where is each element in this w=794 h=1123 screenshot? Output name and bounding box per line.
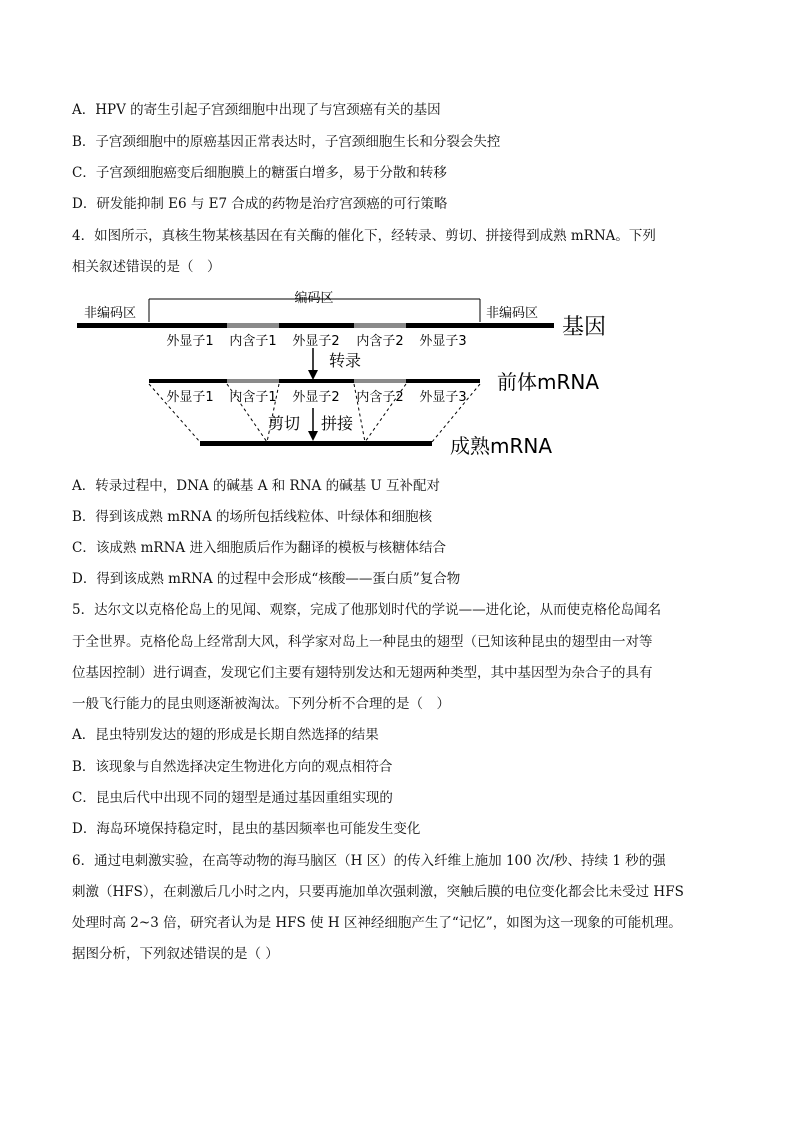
q5-stem-line2: 于全世界。克格伦岛上经常刮大风，科学家对岛上一种昆虫的翅型（已知该种昆虫的翅型由一对等	[72, 634, 653, 650]
q3-option-b: B．子宫颈细胞中的原癌基因正常表达时，子宫颈细胞生长和分裂会失控	[72, 134, 501, 150]
mature-mrna-line	[200, 441, 432, 446]
noncoding-right-label: 非编码区	[486, 306, 539, 321]
splice-cut-label: 剪切	[268, 414, 301, 433]
q5-option-d: D．海岛环境保持稳定时，昆虫的基因频率也可能发生变化	[72, 821, 421, 837]
gene-intron2-shade	[354, 323, 406, 328]
gene-intron2-label: 内含子2	[356, 334, 404, 349]
pre-exon1-label: 外显子1	[166, 390, 214, 405]
gene-line	[77, 323, 554, 328]
q6-stem-line2: 刺激（HFS），在刺激后几小时之内，只要再施加单次强刺激，突触后膜的电位变化都会比未受过 HFS	[72, 884, 684, 900]
q3-option-a: A．HPV 的寄生引起子宫颈细胞中出现了与宫颈癌有关的基因	[72, 102, 441, 118]
coding-label: 编码区	[294, 291, 334, 306]
pre-intron2-label: 内含子2	[356, 390, 404, 405]
gene-intron1-shade	[227, 323, 279, 328]
q4-option-a: A．转录过程中，DNA 的碱基 A 和 RNA 的碱基 U 互补配对	[72, 478, 441, 494]
gene-intron1-label: 内含子1	[229, 334, 277, 349]
pre-mrna-label: 前体mRNA	[497, 370, 600, 394]
transcription-label: 转录	[329, 351, 362, 370]
pre-exon2-label: 外显子2	[292, 390, 340, 405]
pre-mrna-intron1-shade	[227, 379, 279, 383]
noncoding-left-label: 非编码区	[84, 306, 137, 321]
q4-option-c: C．该成熟 mRNA 进入细胞质后作为翻译的模板与核糖体结合	[72, 540, 446, 556]
q4-option-d: D．得到该成熟 mRNA 的过程中会形成“核酸——蛋白质”复合物	[72, 571, 461, 587]
q5-stem-line3: 位基因控制）进行调查，发现它们主要有翅特别发达和无翅两种类型，其中基因型为杂合子的具有	[72, 665, 653, 681]
q4-option-b: B．得到该成熟 mRNA 的场所包括线粒体、叶绿体和细胞核	[72, 509, 433, 525]
q6-stem-line1: 6．通过电刺激实验，在高等动物的海马脑区（H 区）的传入纤维上施加 100 次/秒、持续 1 秒的强	[72, 853, 666, 869]
splicing-arrowhead	[308, 431, 318, 441]
gene-exon2-label: 外显子2	[292, 334, 340, 349]
q6-stem-line3: 处理时高 2~3 倍，研究者认为是 HFS 使 H 区神经细胞产生了“记忆”，如图为这一现象的可能机理。	[72, 915, 682, 931]
q3-option-d: D．研发能抑制 E6 与 E7 合成的药物是治疗宫颈癌的可行策略	[72, 196, 448, 212]
gene-label: 基因	[562, 315, 607, 340]
q5-stem-line1: 5．达尔文以克格伦岛上的见闻、观察，完成了他那划时代的学说——进化论，从而使克格伦岛闻名	[72, 602, 662, 618]
q5-option-c: C．昆虫后代中出现不同的翅型是通过基因重组实现的	[72, 790, 393, 806]
gene-exon3-label: 外显子3	[419, 334, 467, 349]
pre-intron1-label: 内含子1	[229, 390, 277, 405]
pre-exon3-label: 外显子3	[419, 390, 467, 405]
transcription-arrowhead	[308, 370, 318, 380]
pre-mrna-line	[149, 379, 480, 383]
q5-option-b: B．该现象与自然选择决定生物进化方向的观点相符合	[72, 759, 393, 775]
gene-splicing-diagram	[72, 288, 632, 468]
q4-stem-line2: 相关叙述错误的是（ ）	[72, 259, 221, 275]
q3-option-c: C．子宫颈细胞癌变后细胞膜上的糖蛋白增多，易于分散和转移	[72, 165, 447, 181]
splice-join-label: 拼接	[321, 414, 354, 433]
gene-exon1-label: 外显子1	[166, 334, 214, 349]
pre-mrna-intron2-shade	[354, 379, 406, 383]
q5-stem-line4: 一般飞行能力的昆虫则逐渐被淘汰。下列分析不合理的是（ ）	[72, 696, 450, 712]
q6-stem-line4: 据图分析，下列叙述错误的是（ ）	[72, 946, 279, 962]
q5-option-a: A．昆虫特别发达的翅的形成是长期自然选择的结果	[72, 727, 379, 743]
mature-mrna-label: 成熟mRNA	[450, 434, 553, 458]
q4-stem-line1: 4．如图所示，真核生物某核基因在有关酶的催化下，经转录、剪切、拼接得到成熟 mRNA。下列	[72, 228, 656, 244]
